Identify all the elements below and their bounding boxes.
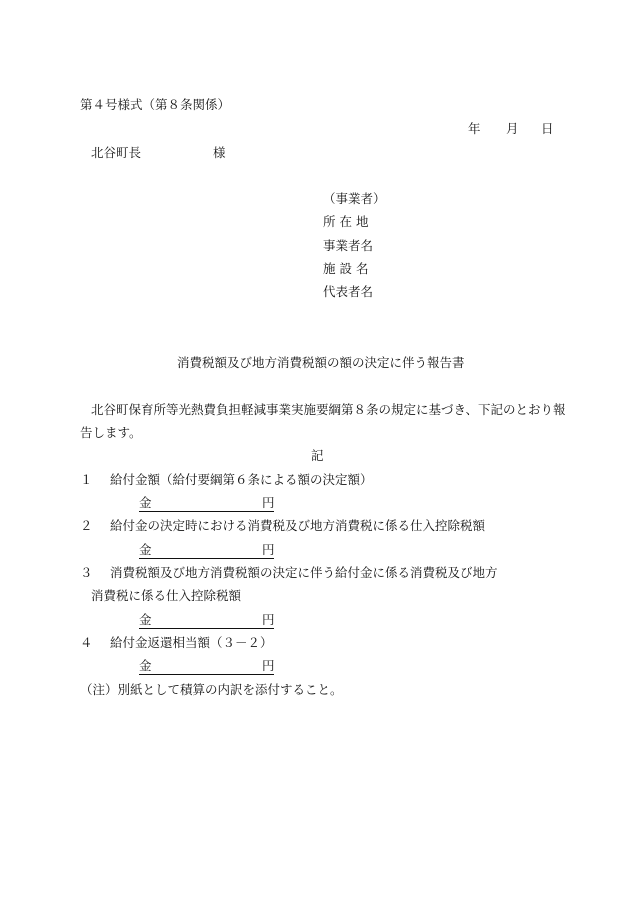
addressee-title: 北谷町長 xyxy=(91,145,142,160)
item-4-amount-en: 円 xyxy=(262,658,275,673)
item-4-amount-underline xyxy=(139,674,274,675)
date-year: 年 xyxy=(468,121,481,136)
item-2-amount-underline xyxy=(139,558,274,559)
document-title: 消費税額及び地方消費税額の額の決定に伴う報告書 xyxy=(177,355,465,370)
item-4-number: ４ xyxy=(80,635,93,650)
item-2-amount-kin: 金 xyxy=(139,542,152,557)
body-line-1: 北谷町保育所等光熱費負担軽減事業実施要綱第８条の規定に基づき、下記のとおり報 xyxy=(91,402,566,417)
item-4-text: 給付金返還相当額（３－２） xyxy=(110,635,273,650)
item-3-amount-kin: 金 xyxy=(139,612,152,627)
item-3-amount-en: 円 xyxy=(262,612,275,627)
applicant-facility-name-label: 施 設 名 xyxy=(323,261,369,276)
attachment-note: （注）別紙として積算の内訳を添付すること。 xyxy=(80,682,343,697)
ki-heading: 記 xyxy=(311,448,324,463)
item-1-text: 給付金額（給付要綱第６条による額の決定額） xyxy=(110,472,373,487)
date-month: 月 xyxy=(506,121,519,136)
item-2-text: 給付金の決定時における消費税及び地方消費税に係る仕入控除税額 xyxy=(110,518,486,533)
item-1-number: １ xyxy=(80,472,93,487)
form-number: 第４号様式（第８条関係） xyxy=(80,97,231,112)
applicant-business-name-label: 事業者名 xyxy=(323,238,374,253)
item-1-amount-kin: 金 xyxy=(139,495,152,510)
addressee-honorific: 様 xyxy=(213,145,226,160)
item-2-amount-en: 円 xyxy=(262,542,275,557)
item-1-amount-en: 円 xyxy=(262,495,275,510)
item-3-amount-underline xyxy=(139,628,274,629)
item-3-text: 消費税額及び地方消費税額の決定に伴う給付金に係る消費税及び地方 xyxy=(110,565,498,580)
item-2-number: ２ xyxy=(80,518,93,533)
applicant-heading: （事業者） xyxy=(323,191,386,206)
item-1-amount-underline xyxy=(139,511,274,512)
applicant-address-label: 所 在 地 xyxy=(323,214,369,229)
date-day: 日 xyxy=(541,121,554,136)
item-3-number: ３ xyxy=(80,565,93,580)
applicant-representative-label: 代表者名 xyxy=(323,284,374,299)
item-3-text-continued: 消費税に係る仕入控除税額 xyxy=(91,588,242,603)
item-4-amount-kin: 金 xyxy=(139,658,152,673)
body-line-2: 告します。 xyxy=(80,425,142,440)
